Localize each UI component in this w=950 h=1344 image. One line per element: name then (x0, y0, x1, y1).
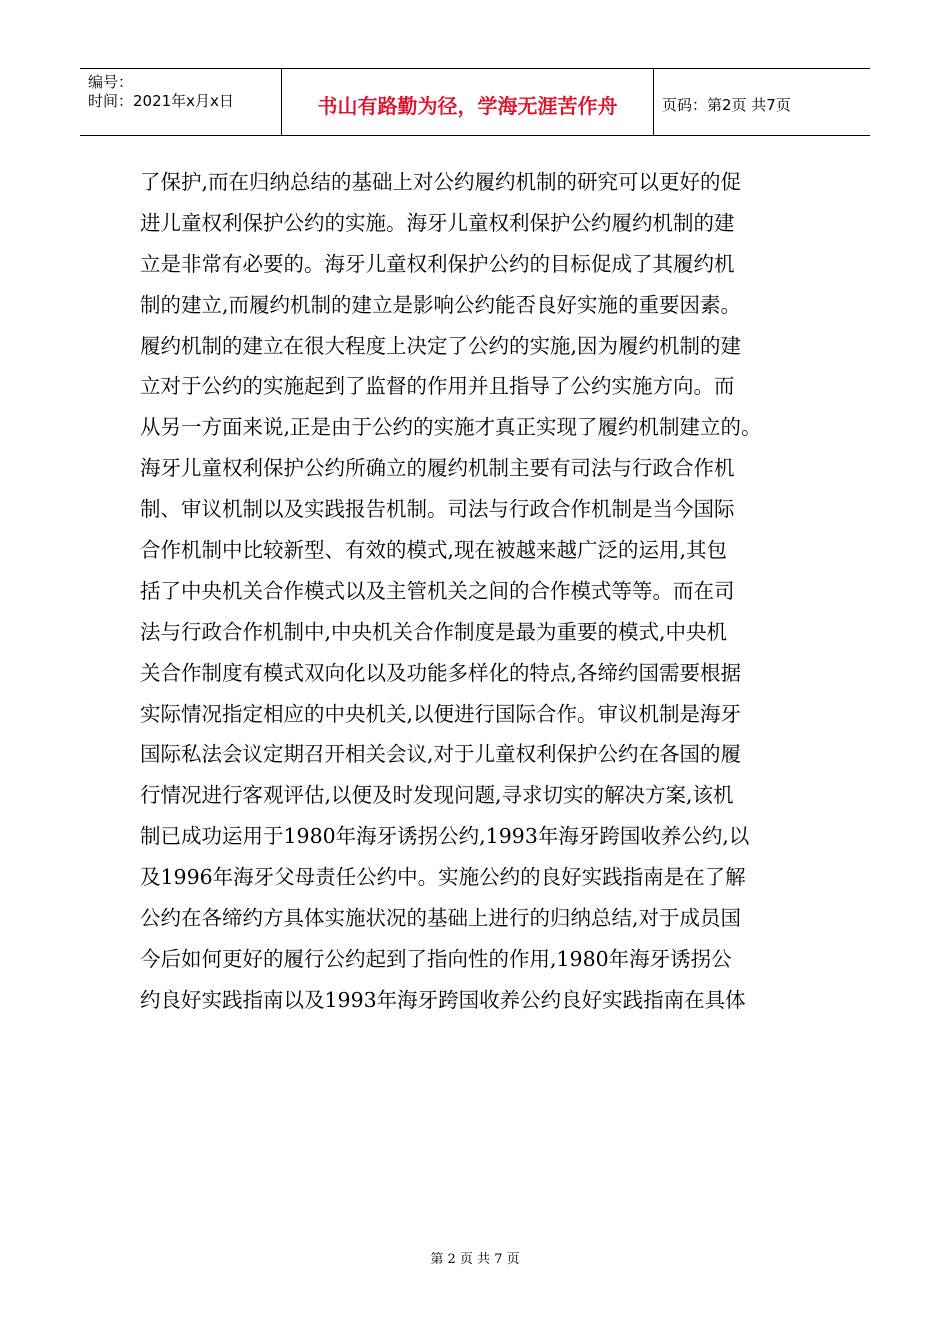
text-line: 国际私法会议定期召开相关会议,对于儿童权利保护公约在各国的履 (140, 742, 742, 767)
header-motto: 书山有路勤为径，学海无涯苦作舟 (282, 69, 654, 135)
text-line: 立是非常有必要的。海牙儿童权利保护公约的目标促成了其履约机 (140, 251, 735, 276)
text-line: 合作机制中比较新型、有效的模式,现在被越来越广泛的运用,其包 (140, 538, 728, 563)
text-line: 制的建立,而履约机制的建立是影响公约能否良好实施的重要因素。 (140, 292, 742, 317)
text-line: 括了中央机关合作模式以及主管机关之间的合作模式等等。而在司 (140, 578, 735, 603)
serial-number-label: 编号： (88, 73, 134, 91)
date-label: 时间：2021年x月x日 (88, 92, 234, 110)
text-line: 海牙儿童权利保护公约所确立的履约机制主要有司法与行政合作机 (140, 456, 735, 481)
text-line: 履约机制的建立在很大程度上决定了公约的实施,因为履约机制的建 (140, 333, 742, 358)
text-line: 约良好实践指南以及1993年海牙跨国收养公约良好实践指南在具体 (140, 987, 746, 1012)
text-line: 及1996年海牙父母责任公约中。实施公约的良好实践指南是在了解 (140, 865, 746, 890)
header-page-info: 页码：第2页 共7页 (662, 95, 791, 114)
text-line: 法与行政合作机制中,中央机关合作制度是最为重要的模式,中央机 (140, 619, 728, 644)
text-line: 了保护,而在归纳总结的基础上对公约履约机制的研究可以更好的促 (140, 170, 742, 194)
text-line: 今后如何更好的履行公约起到了指向性的作用,1980年海牙诱拐公 (140, 946, 732, 971)
text-line: 公约在各缔约方具体实施状况的基础上进行的归纳总结,对于成员国 (140, 906, 742, 931)
text-line: 制、审议机制以及实践报告机制。司法与行政合作机制是当今国际 (140, 497, 735, 522)
header-meta (80, 69, 282, 135)
text-line: 进儿童权利保护公约的实施。海牙儿童权利保护公约履约机制的建 (140, 210, 735, 235)
text-line: 从另一方面来说,正是由于公约的实施才真正实现了履约机制建立的。 (140, 415, 762, 440)
text-line: 行情况进行客观评估,以便及时发现问题,寻求切实的解决方案,该机 (140, 783, 734, 808)
page-header (80, 68, 870, 136)
text-line: 关合作制度有模式双向化以及功能多样化的特点,各缔约国需要根据 (140, 660, 742, 685)
text-line: 立对于公约的实施起到了监督的作用并且指导了公约实施方向。而 (140, 374, 735, 399)
body-text (140, 162, 840, 1021)
text-line: 实际情况指定相应的中央机关,以便进行国际合作。审议机制是海牙 (140, 701, 742, 726)
text-line: 制已成功运用于1980年海牙诱拐公约,1993年海牙跨国收养公约,以 (140, 824, 750, 849)
page-footer: 第 2 页 共 7 页 (430, 1252, 520, 1267)
